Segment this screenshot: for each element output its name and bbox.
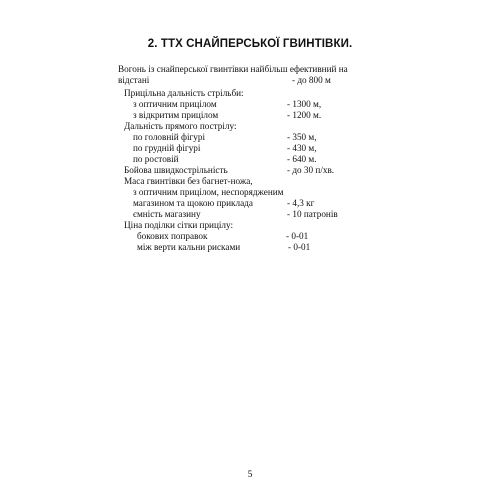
row-label: з оптичним прицілом, неспорядженим: [133, 187, 284, 197]
row-value: - 1300 м,: [287, 99, 322, 109]
row-label: з оптичним прицілом: [133, 99, 217, 109]
row-label: по ростовій: [133, 154, 179, 164]
row-label: Маса гвинтівки без багнет-ножа,: [124, 176, 253, 186]
section-title: 2. ТТХ СНАЙПЕРСЬКОЇ ГВИНТІВКИ.: [147, 38, 353, 50]
row-label: Дальність прямого пострілу:: [124, 121, 237, 131]
row-label: Ціна поділки сітки прицілу:: [124, 220, 234, 230]
row-label: бокових поправок: [137, 231, 208, 241]
row-value: - 0-01: [288, 242, 311, 252]
row-value: - 1200 м.: [287, 110, 322, 120]
row-label: Вогонь із снайперської гвинтівки найбільш ефективний на: [118, 64, 348, 74]
page-number: 5: [247, 470, 253, 480]
row-value: - до 800 м: [292, 75, 331, 85]
row-value: - 640 м.: [287, 154, 317, 164]
row-label: ємність магазину: [133, 209, 201, 219]
row-label: по головній фігурі: [133, 132, 206, 142]
row-label: Прицільна дальність стрільби:: [124, 88, 244, 98]
row-value: - 350 м,: [287, 132, 317, 142]
row-value: - до 30 п/хв.: [287, 165, 335, 175]
row-label: магазином та щокою приклада: [133, 198, 253, 208]
row-label: відстані: [118, 75, 150, 85]
row-label: по грудній фігурі: [133, 143, 201, 153]
row-label: з відкритим прицілом: [133, 110, 219, 120]
row-label: між верти кальни рисками: [137, 242, 241, 252]
row-label: Бойова швидкострільність: [124, 165, 228, 175]
row-value: - 4,3 кг: [287, 198, 315, 208]
row-value: - 0-01: [286, 231, 309, 241]
row-value: - 430 м,: [287, 143, 317, 153]
row-value: - 10 патронів: [287, 209, 338, 219]
